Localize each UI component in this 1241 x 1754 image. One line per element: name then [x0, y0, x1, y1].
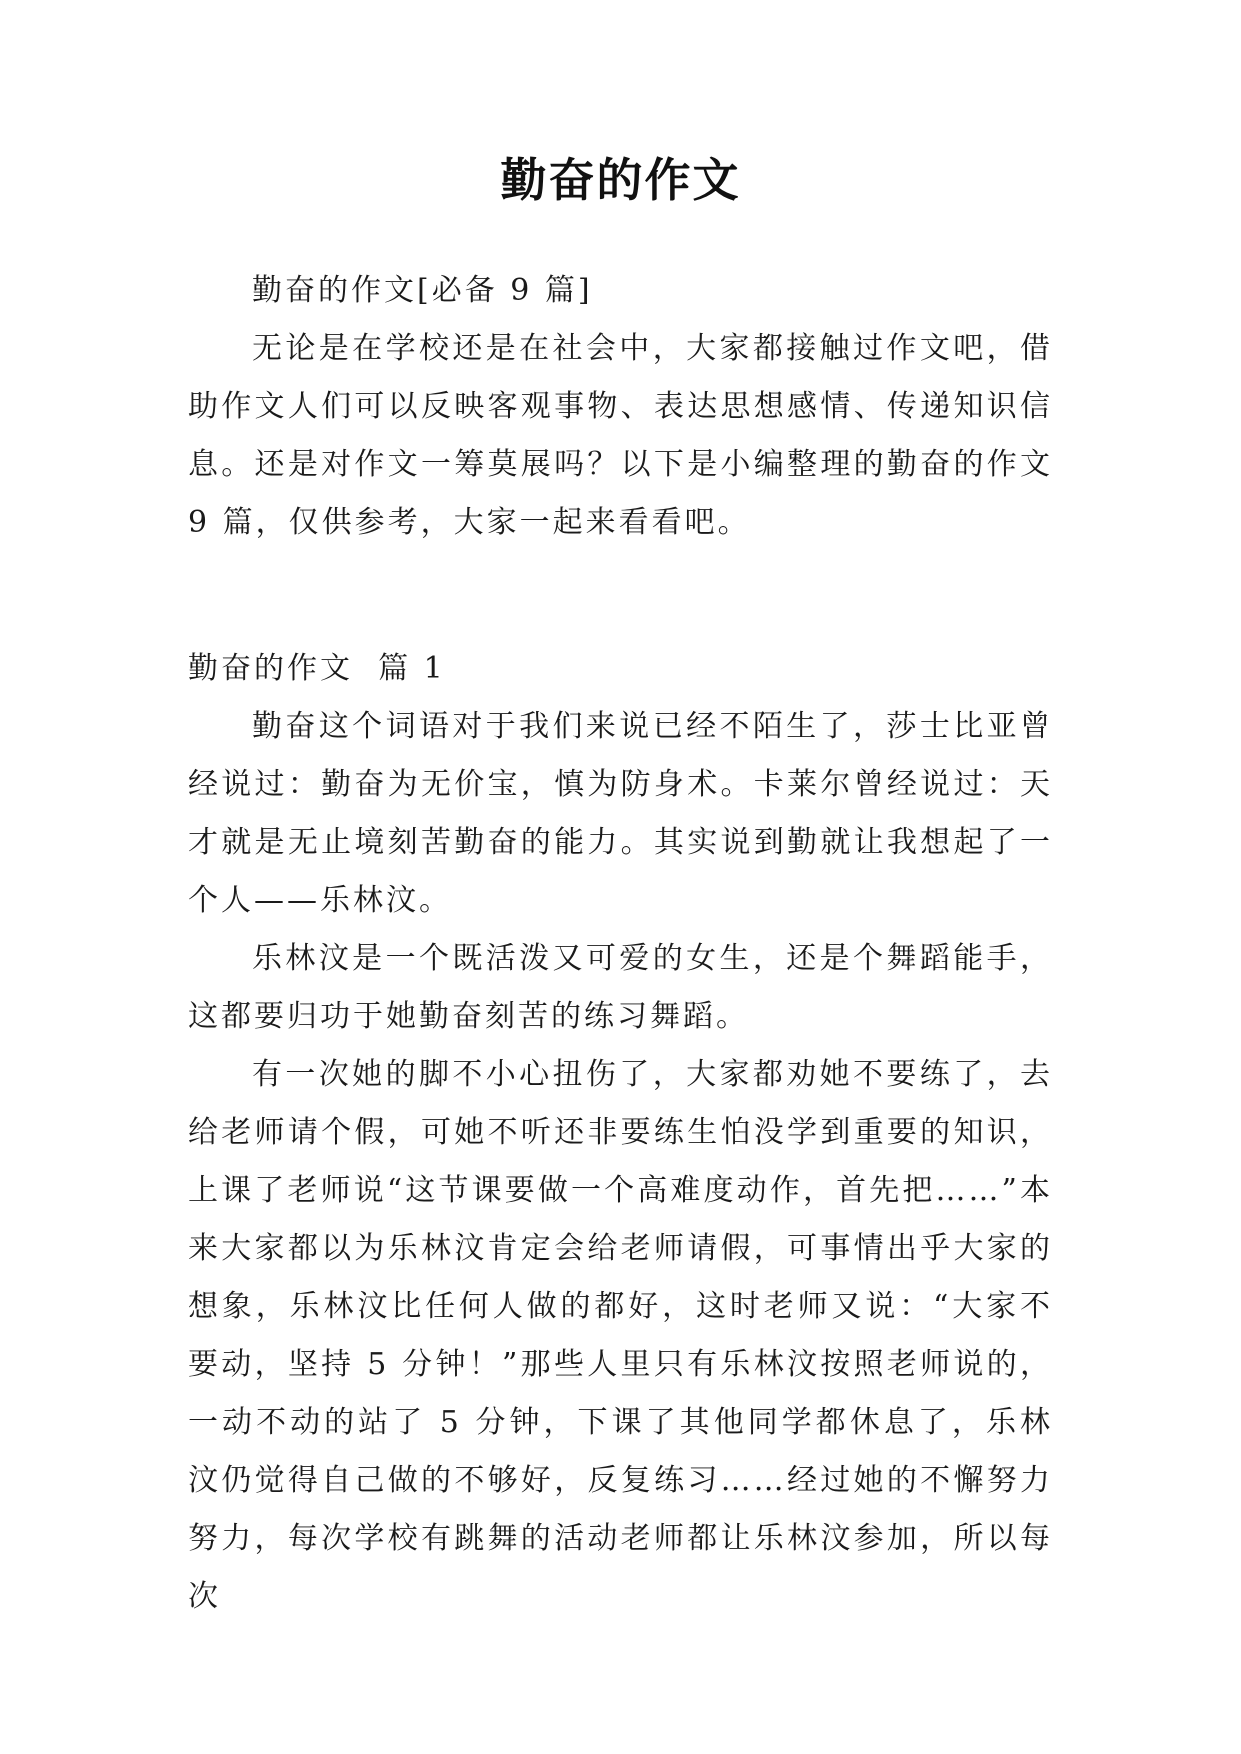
essay-paragraph: 有一次她的脚不小心扭伤了，大家都劝她不要练了，去给老师请个假，可她不听还非要练生怕没学到重要的知识，上课了老师说“这节课要做一个高难度动作，首先把……”本来大家都以为乐林汶肯定会给老师请假，可事情出乎大家的想象，乐林汶比任何人做的都好，这时老师又说：“大家不要动，坚持 5 分钟！”那些人里只有乐林汶按照老师说的，一动不动的站了 5 分钟，下课了其他同学都休息了，乐林汶仍觉得自己做的不够好，反复练习……经过她的不懈努力努力，每次学校有跳舞的活动老师都让乐林汶参加，所以每次 [188, 1057, 1053, 1614]
intro-paragraph: 无论是在学校还是在社会中，大家都接触过作文吧，借助作文人们可以反映客观事物、表达思想感情、传递知识信息。还是对作文一筹莫展吗？以下是小编整理的勤奋的作文 9 篇，仅供参考，大家一起来看看吧。 [188, 331, 1053, 540]
essay-paragraph: 勤奋这个词语对于我们来说已经不陌生了，莎士比亚曾经说过：勤奋为无价宝，慎为防身术。卡莱尔曾经说过：天才就是无止境刻苦勤奋的能力。其实说到勤就让我想起了一个人——乐林汶。 [188, 709, 1053, 918]
essay-1-block [188, 640, 1053, 1626]
document-subtitle: 勤奋的作文[必备 9 篇] [252, 273, 593, 308]
section-heading: 勤奋的作文 篇 1 [188, 651, 446, 686]
document-title: 勤奋的作文 [500, 153, 741, 207]
essay-paragraph: 乐林汶是一个既活泼又可爱的女生，还是个舞蹈能手，这都要归功于她勤奋刻苦的练习舞蹈。 [188, 941, 1053, 1034]
intro-block [188, 262, 1053, 552]
